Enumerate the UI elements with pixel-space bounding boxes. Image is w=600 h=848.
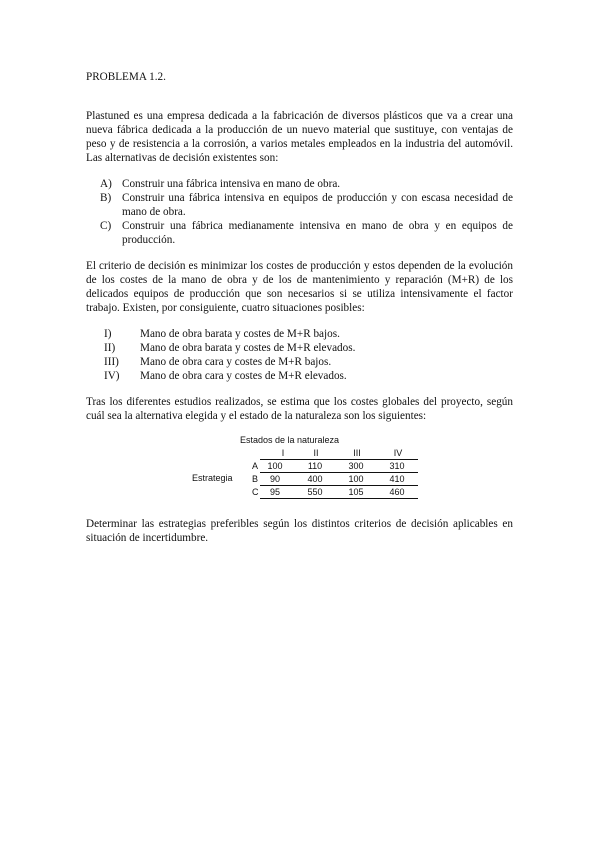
table-cell: 100 [267, 461, 283, 471]
estimate-paragraph: Tras los diferentes estudios realizados, se estima que los costes globales del proyecto, según cuál sea la alternativa elegida y el estado de la naturaleza son los siguientes: [86, 396, 513, 422]
list-item [86, 341, 513, 355]
list-item [86, 369, 513, 383]
table-cell: 110 [307, 461, 323, 471]
list-item [86, 355, 513, 369]
problem-title: PROBLEMA 1.2. [86, 71, 166, 83]
column-header: I [281, 448, 285, 458]
list-item [86, 327, 513, 341]
conclusion-paragraph: Determinar las estrategias preferibles según los distintos criterios de decisión aplicables en situación de incertidumbre. [86, 518, 513, 544]
list-marker: A) [100, 178, 112, 190]
table-rule [260, 485, 418, 486]
list-marker: I) [104, 328, 112, 340]
list-marker: C) [100, 220, 112, 232]
table-rule [260, 472, 418, 473]
table-title: Estados de la naturaleza [240, 435, 340, 445]
situations-list [86, 327, 513, 383]
list-text: Mano de obra cara y costes de M+R elevados. [140, 370, 347, 382]
row-label: C [252, 487, 259, 497]
table-cell: 90 [269, 474, 280, 484]
list-marker: II) [104, 342, 116, 354]
list-item [86, 191, 513, 219]
table-cell: 95 [269, 487, 280, 497]
list-text: Mano de obra barata y costes de M+R bajos. [140, 328, 340, 340]
alternatives-list [86, 177, 513, 247]
table-cell: 460 [389, 487, 405, 497]
column-header: IV [393, 448, 403, 458]
list-text: Construir una fábrica intensiva en equipos de producción y con escasa necesidad de mano de obra. [122, 192, 513, 218]
table-cell: 105 [348, 487, 364, 497]
payoff-table [86, 435, 513, 503]
table-cell: 300 [348, 461, 364, 471]
table-cell: 400 [307, 474, 323, 484]
intro-paragraph: Plastuned es una empresa dedicada a la fabricación de diversos plásticos que va a crear una nueva fábrica dedicada a la producción de un nuevo material que sustituye, con ventajas de peso y de resistencia a la corrosión, a varios metales empleados en la industria del automóvil. Las alternativas de decisión existentes son: [86, 110, 513, 164]
document-page [86, 70, 513, 545]
table-rule [260, 498, 418, 499]
list-text: Construir una fábrica intensiva en mano de obra. [122, 178, 341, 190]
list-item [86, 177, 513, 191]
row-label: B [252, 474, 259, 484]
list-text: Mano de obra barata y costes de M+R elevados. [140, 342, 356, 354]
table-rule [260, 459, 418, 460]
row-label: A [252, 461, 259, 471]
criterion-paragraph: El criterio de decisión es minimizar los costes de producción y estos dependen de la evolución de los costes de la mano de obra y de los de mantenimiento y reparación (M+R) de los delicados equipos de producción que son necesarios si se utiliza intensivamente el factor trabajo. Existen, por consiguiente, cuatro situaciones posibles: [86, 260, 513, 314]
list-item [86, 219, 513, 247]
table-cell: 310 [389, 461, 405, 471]
column-header: II [313, 448, 319, 458]
list-marker: III) [104, 356, 119, 368]
table-cell: 550 [307, 487, 323, 497]
list-text: Mano de obra cara y costes de M+R bajos. [140, 356, 332, 368]
table-cell: 100 [348, 474, 364, 484]
list-text: Construir una fábrica medianamente intensiva en mano de obra y en equipos de producción. [122, 220, 513, 246]
table-cell: 410 [389, 474, 405, 484]
column-header: III [353, 448, 361, 458]
row-group-label: Estrategia [192, 473, 233, 483]
list-marker: IV) [104, 370, 120, 382]
list-marker: B) [100, 192, 112, 204]
